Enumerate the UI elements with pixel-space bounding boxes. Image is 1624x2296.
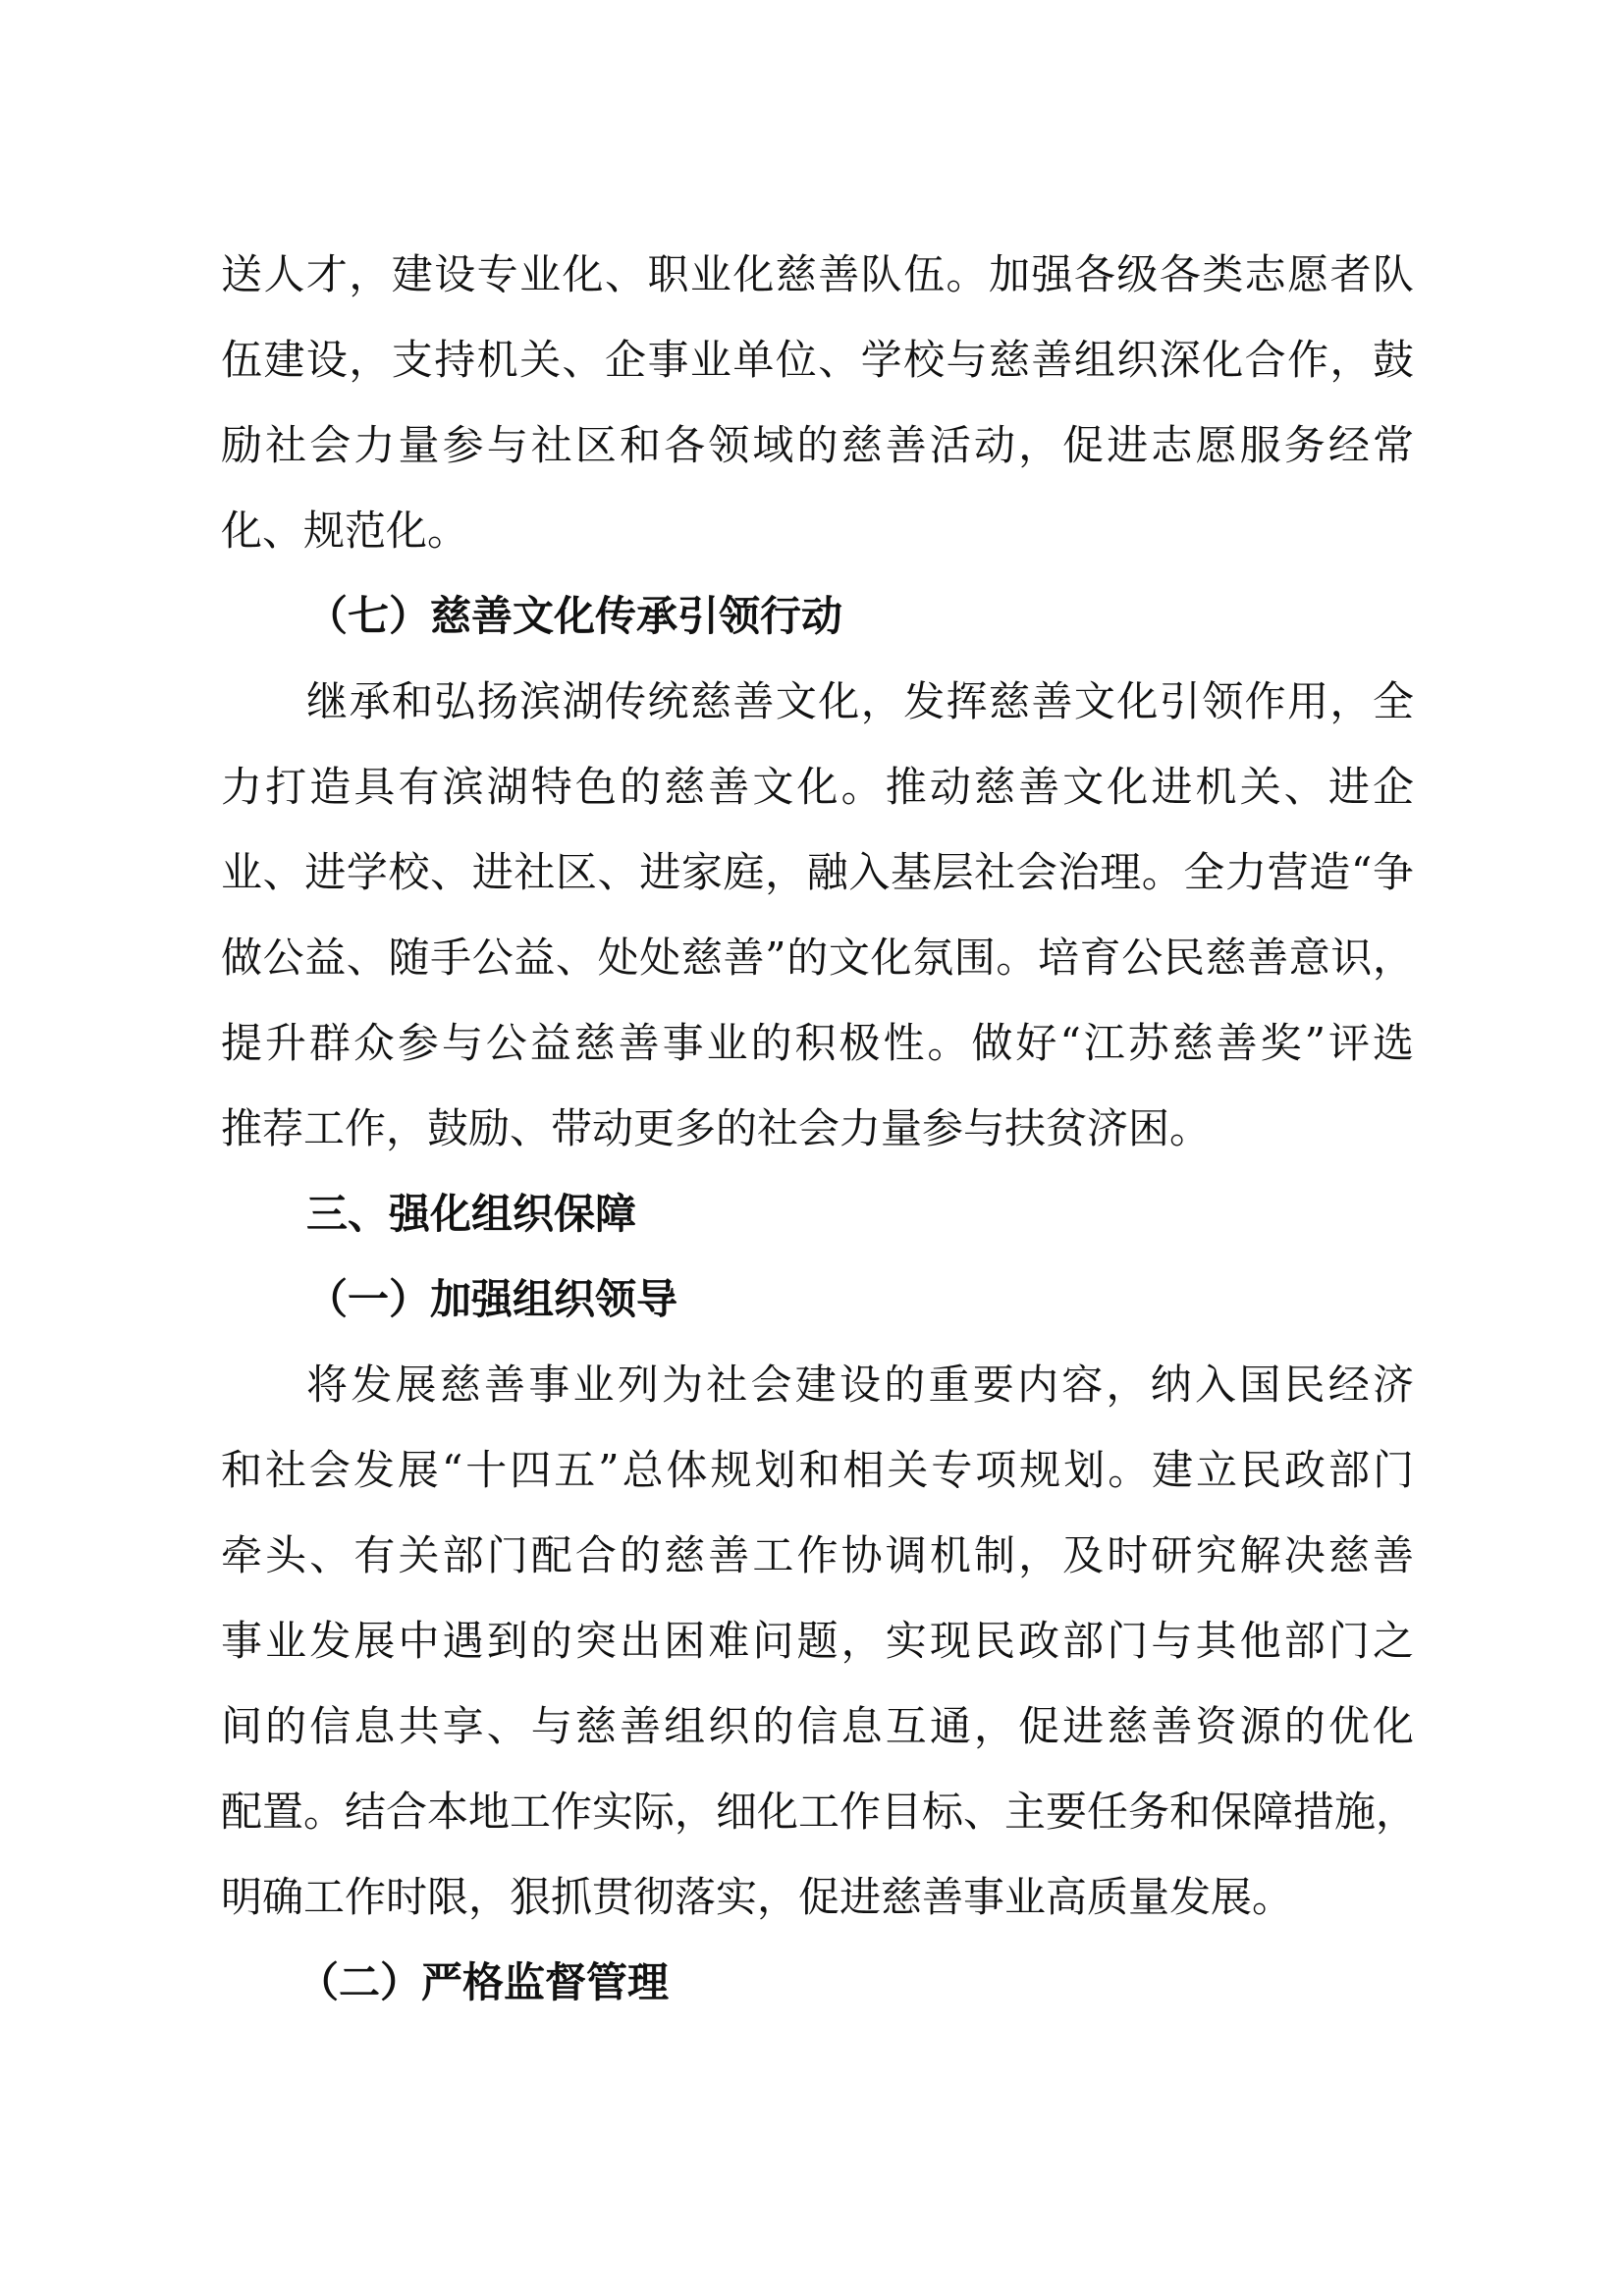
paragraph-line: 化、规范化。 <box>221 507 469 555</box>
paragraph-line: 将发展慈善事业列为社会建设的重要内容，纳入国民经济 <box>306 1361 1414 1409</box>
paragraph-line: 和社会发展“十四五”总体规划和相关专项规划。建立民政部门 <box>221 1446 1414 1494</box>
paragraph-line: 配置。结合本地工作实际，细化工作目标、主要任务和保障措施， <box>221 1788 1418 1836</box>
paragraph-line: 送人才，建设专业化、职业化慈善队伍。加强各级各类志愿者队 <box>221 250 1414 298</box>
section-heading: （二）严格监督管理 <box>298 1958 670 2006</box>
paragraph-line: 提升群众参与公益慈善事业的积极性。做好“江苏慈善奖”评选 <box>221 1019 1414 1067</box>
paragraph-line: 事业发展中遇到的突出困难问题，实现民政部门与其他部门之 <box>221 1617 1414 1665</box>
section-heading: （一）加强组织领导 <box>306 1275 678 1323</box>
paragraph-line: 间的信息共享、与慈善组织的信息互通，促进慈善资源的优化 <box>221 1702 1414 1750</box>
paragraph-line: 伍建设，支持机关、企事业单位、学校与慈善组织深化合作，鼓 <box>221 336 1414 384</box>
paragraph-line: 做公益、随手公益、处处慈善”的文化氛围。培育公民慈善意识， <box>221 934 1414 982</box>
paragraph-line: 牵头、有关部门配合的慈善工作协调机制，及时研究解决慈善 <box>221 1531 1414 1579</box>
paragraph-line: 继承和弘扬滨湖传统慈善文化，发挥慈善文化引领作用，全 <box>306 677 1414 725</box>
section-heading: （七）慈善文化传承引领行动 <box>306 592 843 640</box>
paragraph-line: 力打造具有滨湖特色的慈善文化。推动慈善文化进机关、进企 <box>221 763 1414 811</box>
paragraph-line: 励社会力量参与社区和各领域的慈善活动，促进志愿服务经常 <box>221 421 1414 469</box>
paragraph-line: 明确工作时限，狠抓贯彻落实，促进慈善事业高质量发展。 <box>221 1873 1294 1921</box>
paragraph-line: 推荐工作，鼓励、带动更多的社会力量参与扶贫济困。 <box>221 1104 1212 1152</box>
chapter-heading: 三、强化组织保障 <box>306 1190 637 1238</box>
paragraph-line: 业、进学校、进社区、进家庭，融入基层社会治理。全力营造“争 <box>221 848 1414 896</box>
